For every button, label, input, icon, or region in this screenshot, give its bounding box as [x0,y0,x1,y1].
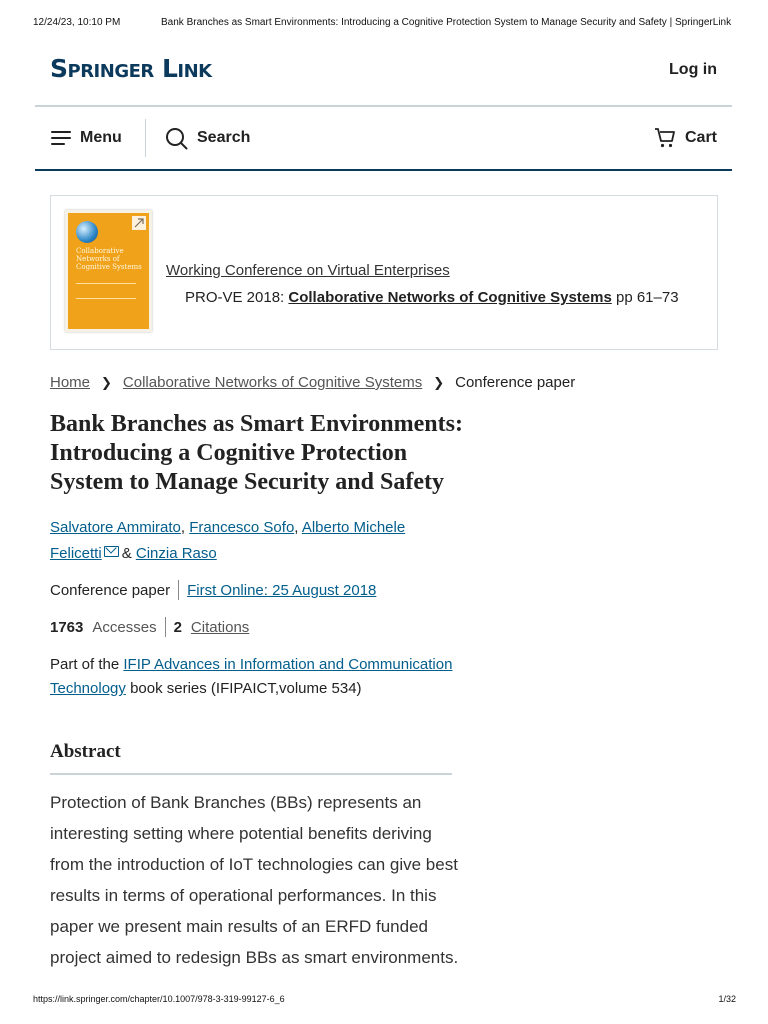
login-link[interactable]: Log in [669,61,717,78]
accesses-count: 1763 [50,618,84,636]
chevron-right-icon: ❯ [433,374,445,390]
book-cover[interactable] [65,210,152,332]
proceedings-line [185,289,679,306]
proceedings-prefix: PRO-VE 2018: [185,289,285,306]
series-suffix: book series (IFIPAICT,volume 534) [130,680,362,697]
conference-series-link[interactable]: Working Conference on Virtual Enterprises [166,262,450,279]
cart-button[interactable] [654,117,717,159]
header-divider [35,105,732,107]
menu-label: Menu [80,129,122,146]
search-label: Search [197,129,251,146]
content-type: Conference paper [50,581,171,599]
hamburger-icon [51,130,71,146]
nav-divider [35,169,732,171]
print-page-number: 1/32 [718,994,736,1004]
series-prefix: Part of the [50,656,120,673]
metrics [50,617,249,637]
author-link[interactable]: Alberto Michele Felicetti [50,519,406,562]
abstract-text: Protection of Bank Branches (BBs) represents an interesting setting where potential benefits deriving from the introduction of IoT technologies can give best results in terms of operational performances. In this paper we present main results of an ERFD funded project aimed to redesign BBs as smart environments. [50,793,459,967]
author-link[interactable]: Cinzia Raso [135,545,217,562]
abstract-divider [50,773,452,775]
print-timestamp: 12/24/23, 10:10 PM [33,17,121,28]
series-link[interactable]: IFIP Advances in Information and Communication Technology [50,656,453,697]
citations-link[interactable]: Citations [190,618,250,636]
print-footer [0,994,768,1008]
author-list: Salvatore Ammirato, Francesco Sofo, Alberto Michele Felicetti & Cinzia Raso [50,519,406,562]
search-icon [165,127,188,150]
article-title: Bank Branches as Smart Environments: Introducing a Cognitive Protection System to Manage Security and Safety [50,411,463,495]
citations-count: 2 [173,618,182,636]
breadcrumb-book[interactable]: Collaborative Networks of Cognitive Systems [122,374,423,391]
author-link[interactable]: Francesco Sofo [189,519,295,536]
print-page-title: Bank Branches as Smart Environments: Introducing a Cognitive Protection System to Manage Security and Safety | SpringerLink [161,17,732,28]
divider [178,580,179,600]
cart-icon [654,127,676,149]
search-button[interactable] [165,117,250,159]
breadcrumb-home[interactable]: Home [50,374,91,391]
breadcrumb [50,374,575,391]
first-online-link[interactable]: First Online: 25 August 2018 [187,581,377,599]
menu-button[interactable] [51,117,122,159]
cart-label: Cart [684,129,717,146]
divider [165,617,166,637]
book-title-link[interactable]: Collaborative Networks of Cognitive Systems [288,289,612,306]
author-link[interactable]: Salvatore Ammirato [50,519,181,536]
page-range: pp 61–73 [615,289,679,306]
series-info [50,653,470,701]
accesses-label: Accesses [92,618,157,636]
print-url: https://link.springer.com/chapter/10.1007/978-3-319-99127-6_6 [33,994,285,1004]
site-header [50,54,717,90]
expand-icon[interactable] [132,216,146,230]
cover-decoration [76,283,136,299]
mail-icon[interactable] [104,546,119,557]
nav-separator [145,119,146,157]
publication-info [50,580,376,600]
conference-box [50,195,718,350]
print-header [0,17,768,31]
globe-image [76,221,98,243]
cover-title: Collaborative Networks of Cognitive Systems [76,247,142,271]
breadcrumb-current: Conference paper [455,374,576,391]
springer-link-logo[interactable]: Springer Link [50,54,212,83]
abstract-heading: Abstract [50,741,121,762]
chevron-right-icon: ❯ [101,374,112,390]
main-nav [35,117,732,159]
